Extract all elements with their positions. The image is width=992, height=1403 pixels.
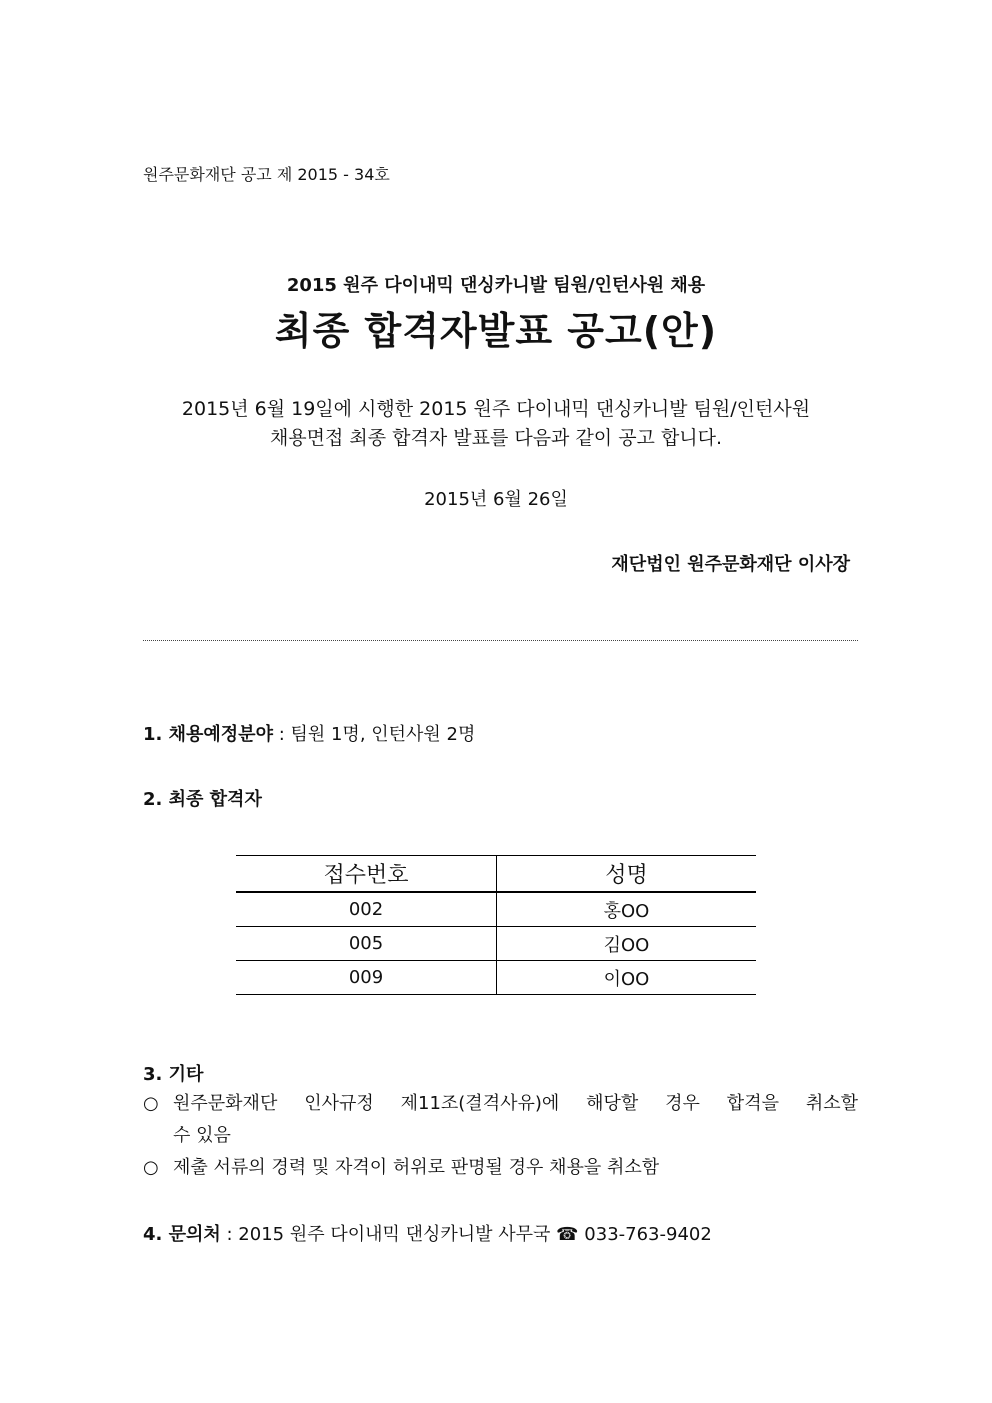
document-subtitle: 2015 원주 다이내믹 댄싱카니발 팀원/인턴사원 채용	[286, 275, 706, 296]
header-name: 성명	[497, 856, 757, 893]
phone-number: 033-763-9402	[578, 1224, 712, 1245]
bullet-circle-icon: ○	[143, 1157, 159, 1178]
intro-line-2: 채용면접 최종 합격자 발표를 다음과 같이 공고 합니다.	[269, 427, 723, 449]
bullet-circle-icon: ○	[143, 1093, 159, 1114]
list-item-text: 제출 서류의 경력 및 자격이 허위로 판명될 경우 채용을 취소함	[173, 1157, 660, 1178]
notice-number: 원주문화재단 공고 제 2015 - 34호	[143, 165, 390, 184]
cell-application-number: 005	[236, 927, 497, 961]
section-4-value: : 2015 원주 다이내믹 댄싱카니발 사무국	[220, 1224, 557, 1245]
header-application-number: 접수번호	[236, 856, 497, 893]
intro-paragraph	[0, 395, 992, 453]
cell-application-number: 002	[236, 892, 497, 927]
table-row	[236, 927, 756, 961]
document-title: 최종 합격자발표 공고(안)	[274, 309, 718, 353]
table-row	[236, 892, 756, 927]
list-item-text: 원주문화재단 인사규정 제11조(결격사유)에 해당할 경우 합격을 취소할	[173, 1093, 858, 1114]
cell-application-number: 009	[236, 961, 497, 995]
cell-name: 김OO	[497, 927, 757, 961]
section-2-label: 2. 최종 합격자	[143, 789, 262, 810]
section-contact	[143, 1220, 712, 1246]
cell-name: 홍OO	[497, 892, 757, 927]
dotted-divider	[143, 640, 858, 641]
section-3-label: 3. 기타	[143, 1064, 204, 1085]
table-header-row	[236, 856, 756, 893]
section-recruitment-field	[143, 720, 475, 746]
section-other	[143, 1060, 203, 1086]
list-item-continuation: 수 있음	[173, 1125, 231, 1146]
section-final-passers	[143, 785, 262, 811]
cell-name: 이OO	[497, 961, 757, 995]
table-row	[236, 961, 756, 995]
intro-line-1: 2015년 6월 19일에 시행한 2015 원주 다이내믹 댄싱카니발 팀원/인턴사원	[181, 398, 811, 420]
section-1-value: : 팀원 1명, 인턴사원 2명	[272, 724, 476, 745]
announcement-date: 2015년 6월 26일	[424, 489, 568, 510]
section-4-label: 4. 문의처	[143, 1224, 221, 1245]
results-table	[236, 855, 756, 995]
phone-icon: ☎	[556, 1224, 579, 1245]
issuer-signature: 재단법인 원주문화재단 이사장	[611, 554, 850, 575]
section-1-label: 1. 채용예정분야	[143, 724, 273, 745]
